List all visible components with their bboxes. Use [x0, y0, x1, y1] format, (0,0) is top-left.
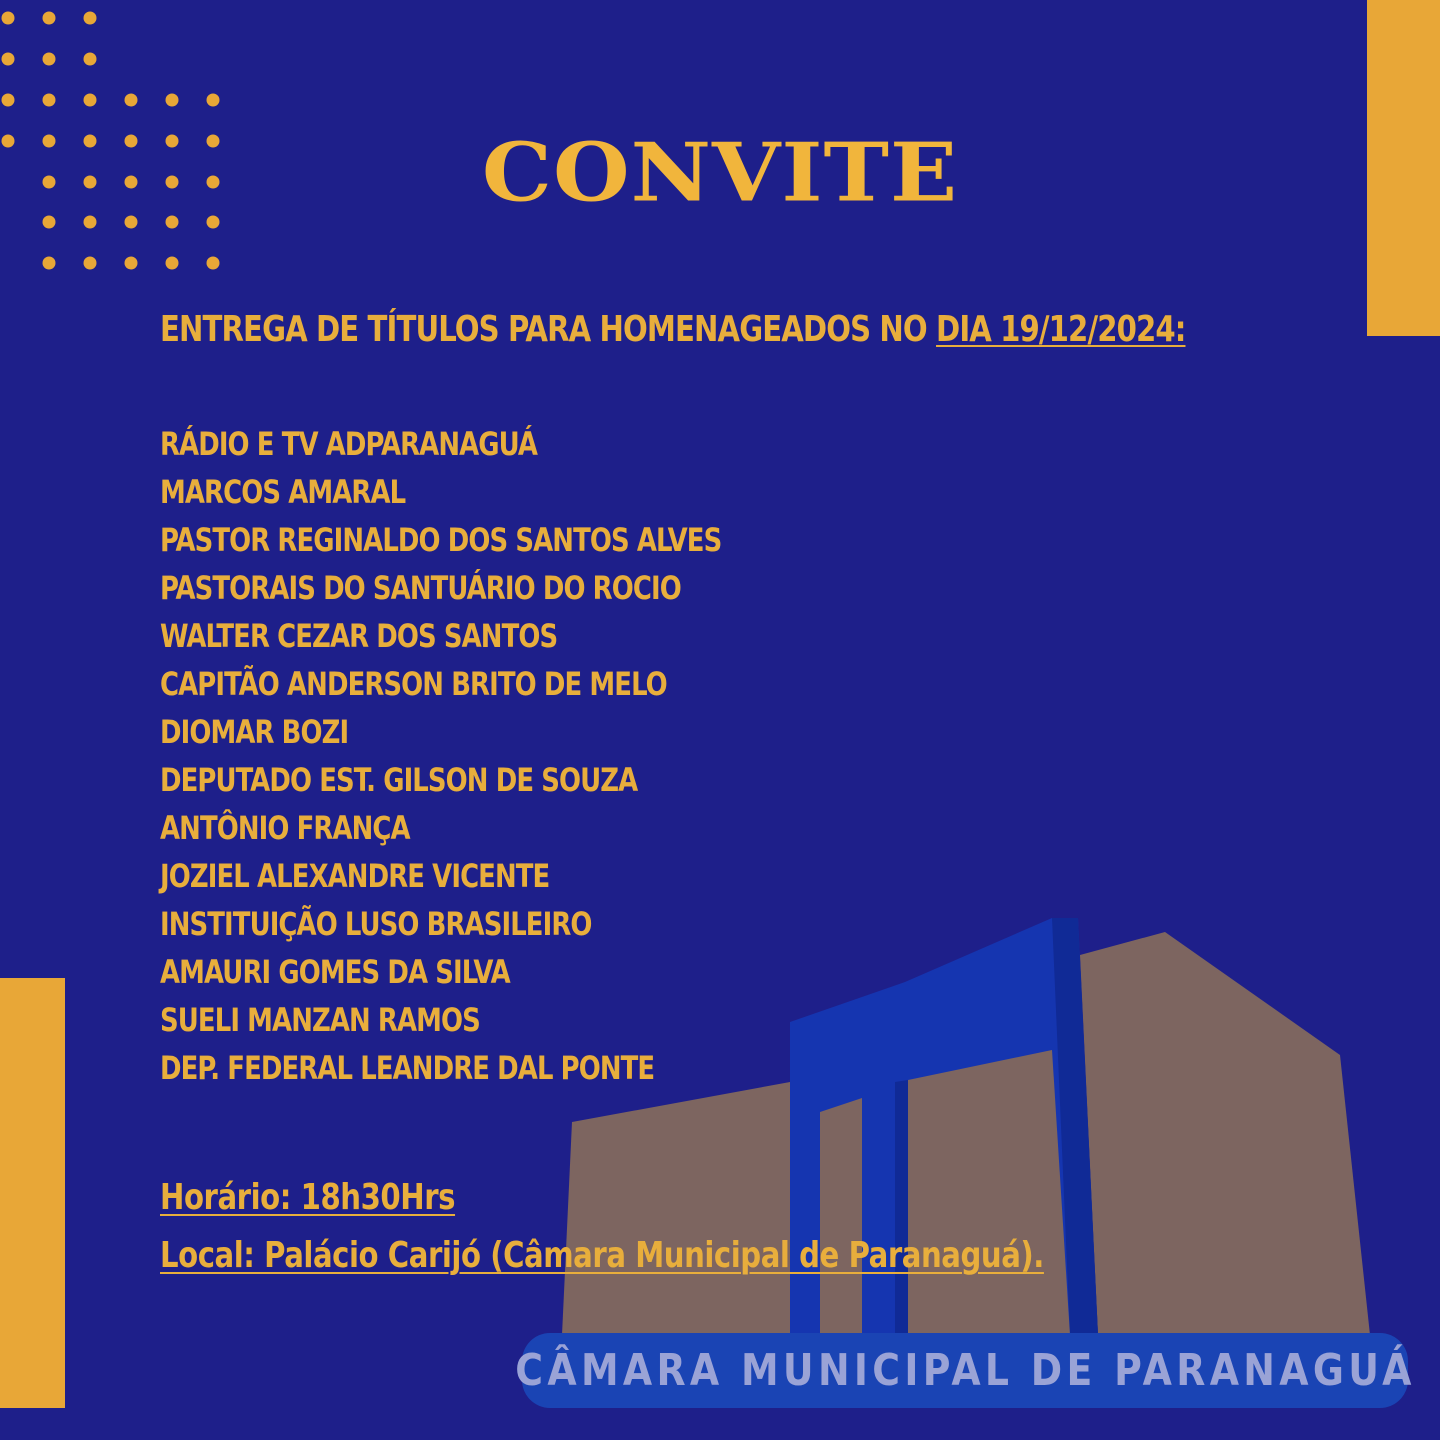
- event-location: Local: Palácio Carijó (Câmara Municipal de Paranaguá).: [160, 1235, 1044, 1276]
- footer-label: CÂMARA MUNICIPAL DE PARANAGUÁ: [514, 1345, 1416, 1396]
- list-item: PASTORAIS DO SANTUÁRIO DO ROCIO: [160, 569, 681, 607]
- list-item: SUELI MANZAN RAMOS: [160, 1001, 480, 1039]
- list-item: CAPITÃO ANDERSON BRITO DE MELO: [160, 665, 667, 703]
- list-item: JOZIEL ALEXANDRE VICENTE: [160, 857, 550, 895]
- page-title: CONVITE: [481, 124, 959, 220]
- footer-banner: [514, 1333, 1416, 1408]
- list-item: DIOMAR BOZI: [160, 713, 349, 751]
- event-time: Horário: 18h30Hrs: [160, 1177, 456, 1218]
- list-item: DEPUTADO EST. GILSON DE SOUZA: [160, 761, 638, 799]
- list-item: WALTER CEZAR DOS SANTOS: [160, 617, 558, 655]
- event-date: DIA 19/12/2024:: [936, 309, 1186, 350]
- subtitle-prefix: ENTREGA DE TÍTULOS PARA HOMENAGEADOS NO: [160, 309, 937, 350]
- list-item: MARCOS AMARAL: [160, 473, 406, 511]
- list-item: PASTOR REGINALDO DOS SANTOS ALVES: [160, 521, 722, 559]
- event-subtitle: [160, 304, 1185, 356]
- list-item: RÁDIO E TV ADPARANAGUÁ: [160, 425, 538, 463]
- list-item: DEP. FEDERAL LEANDRE DAL PONTE: [160, 1049, 655, 1087]
- list-item: ANTÔNIO FRANÇA: [160, 809, 410, 847]
- list-item: INSTITUIÇÃO LUSO BRASILEIRO: [160, 905, 592, 943]
- list-item: AMAURI GOMES DA SILVA: [160, 953, 510, 991]
- honorees-list: [160, 420, 721, 1092]
